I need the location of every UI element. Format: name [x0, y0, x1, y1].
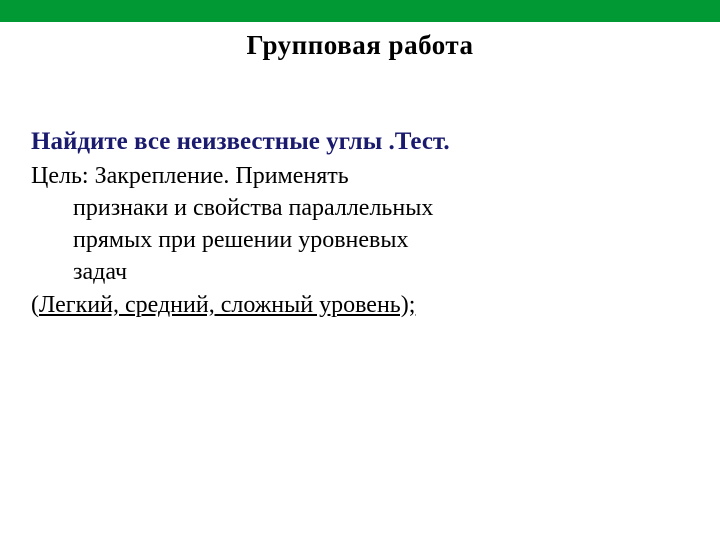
goal-line-2: признаки и свойства параллельных — [73, 195, 434, 222]
goal-line-4: задач — [73, 259, 128, 286]
levels-line — [31, 289, 681, 321]
levels-open-paren: ( — [31, 291, 39, 318]
page-title: Групповая работа — [246, 30, 474, 60]
goal-line-3: прямых при решении уровневых — [73, 227, 409, 254]
levels-underlined-text: Легкий, средний, сложный уровень); — [39, 291, 416, 318]
top-accent-bar-inner — [0, 0, 720, 18]
slide-body — [31, 125, 681, 321]
task-heading: Найдите все неизвестные углы .Тест. — [31, 128, 450, 155]
top-accent-bar — [0, 0, 720, 22]
goal-line-1: Цель: Закрепление. Применять — [31, 163, 349, 189]
